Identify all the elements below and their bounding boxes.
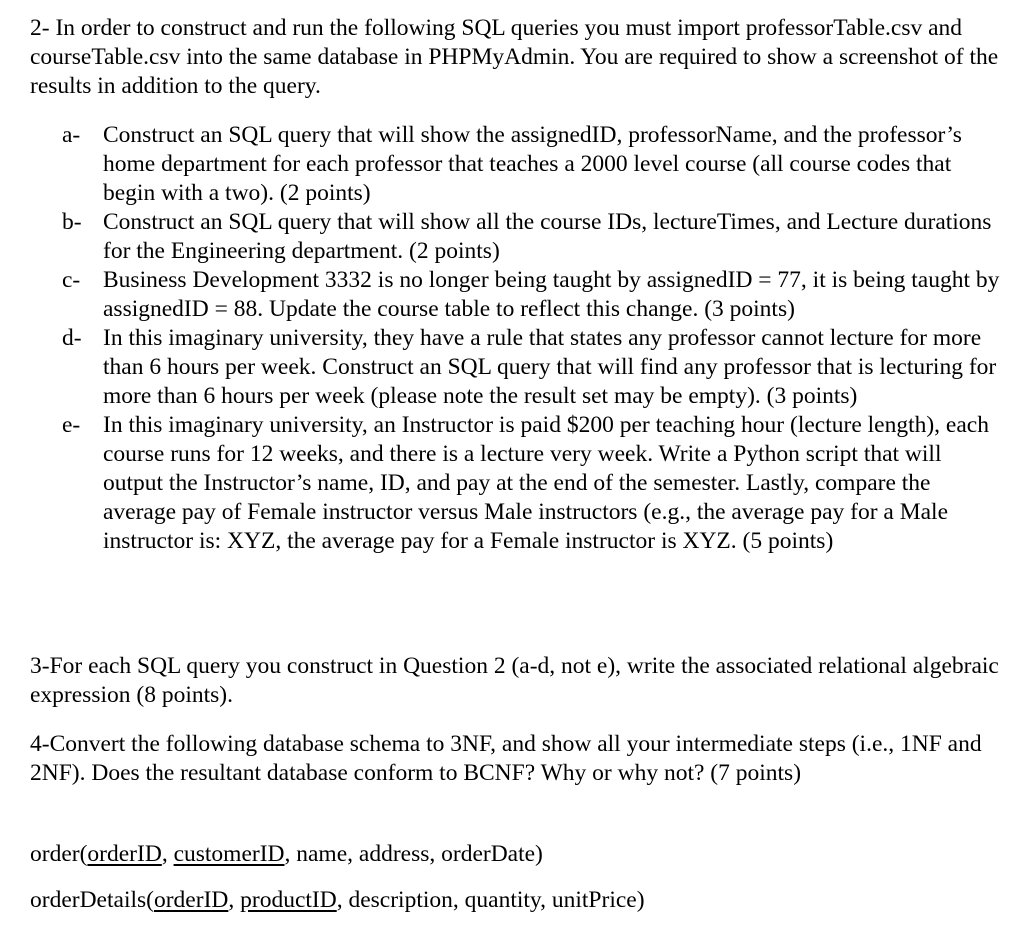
schema-separator: , xyxy=(161,841,174,867)
subquestion-text: In this imaginary university, an Instructor is paid $200 per teaching hour (lecture length), each course runs for 12 weeks, and there is a lecture very week. Write a Python script that will output the Instructor’s name, ID, and pay at the end of the semester. Lastly, compare the average pay of Female instructor versus Male instructors (e.g., the average pay for a Male instructor is: XYZ, the average pay for a Female instructor is XYZ. (5 points) xyxy=(103,412,989,554)
schema-attributes: , description, quantity, unitPrice) xyxy=(336,887,645,913)
question-3: 3-For each SQL query you construct in Question 2 (a-d, not e), write the associated relational algebraic expression (8 points). xyxy=(30,653,999,708)
schema-primary-key: orderID xyxy=(153,887,229,913)
question-2-intro: 2- In order to construct and run the following SQL queries you must import professorTable.csv and courseTable.csv into the same database in PHPMyAdmin. You are required to show a screenshot of the results in addition to the query. xyxy=(30,15,999,99)
subquestion-marker: c- xyxy=(62,267,81,293)
subquestion-text: Construct an SQL query that will show the assignedID, professorName, and the professor’s home department for each professor that teaches a 2000 level course (all course codes that begin with a two). (2 points) xyxy=(103,122,962,206)
subquestion-e xyxy=(62,411,1007,556)
schema-table-name: order( xyxy=(30,841,88,867)
subquestion-text: Business Development 3332 is no longer being taught by assignedID = 77, it is being taught by assignedID = 88. Update the course table to reflect this change. (3 points) xyxy=(103,267,1000,322)
subquestion-marker: b- xyxy=(62,209,82,235)
subquestion-marker: a- xyxy=(62,122,81,148)
schema-table-name: orderDetails( xyxy=(30,887,154,913)
schema-order-details xyxy=(30,886,1005,915)
subquestion-marker: e- xyxy=(62,412,81,438)
schema-separator: , xyxy=(228,887,241,913)
question-2-subquestions xyxy=(62,121,1007,556)
schema-attributes: , name, address, orderDate) xyxy=(284,841,543,867)
subquestion-c xyxy=(62,266,1007,324)
question-4: 4-Convert the following database schema to 3NF, and show all your intermediate steps (i.e., 1NF and 2NF). Does the resultant database conform to BCNF? Why or why not? (7 points) xyxy=(30,731,982,786)
schema-primary-key: orderID xyxy=(87,841,162,867)
subquestion-a xyxy=(62,121,1007,208)
schema-order xyxy=(30,840,1005,869)
subquestion-marker: d- xyxy=(62,325,82,351)
schema-primary-key: customerID xyxy=(173,841,285,867)
subquestion-d xyxy=(62,324,1007,411)
subquestion-text: In this imaginary university, they have a rule that states any professor cannot lecture for more than 6 hours per week. Construct an SQL query that will find any professor that is lecturing for more than 6 hours per week (please note the result set may be empty). (3 points) xyxy=(103,325,997,409)
subquestion-text: Construct an SQL query that will show all the course IDs, lectureTimes, and Lecture durations for the Engineering department. (2 points) xyxy=(103,209,992,264)
subquestion-b xyxy=(62,208,1007,266)
schema-primary-key: productID xyxy=(240,887,337,913)
